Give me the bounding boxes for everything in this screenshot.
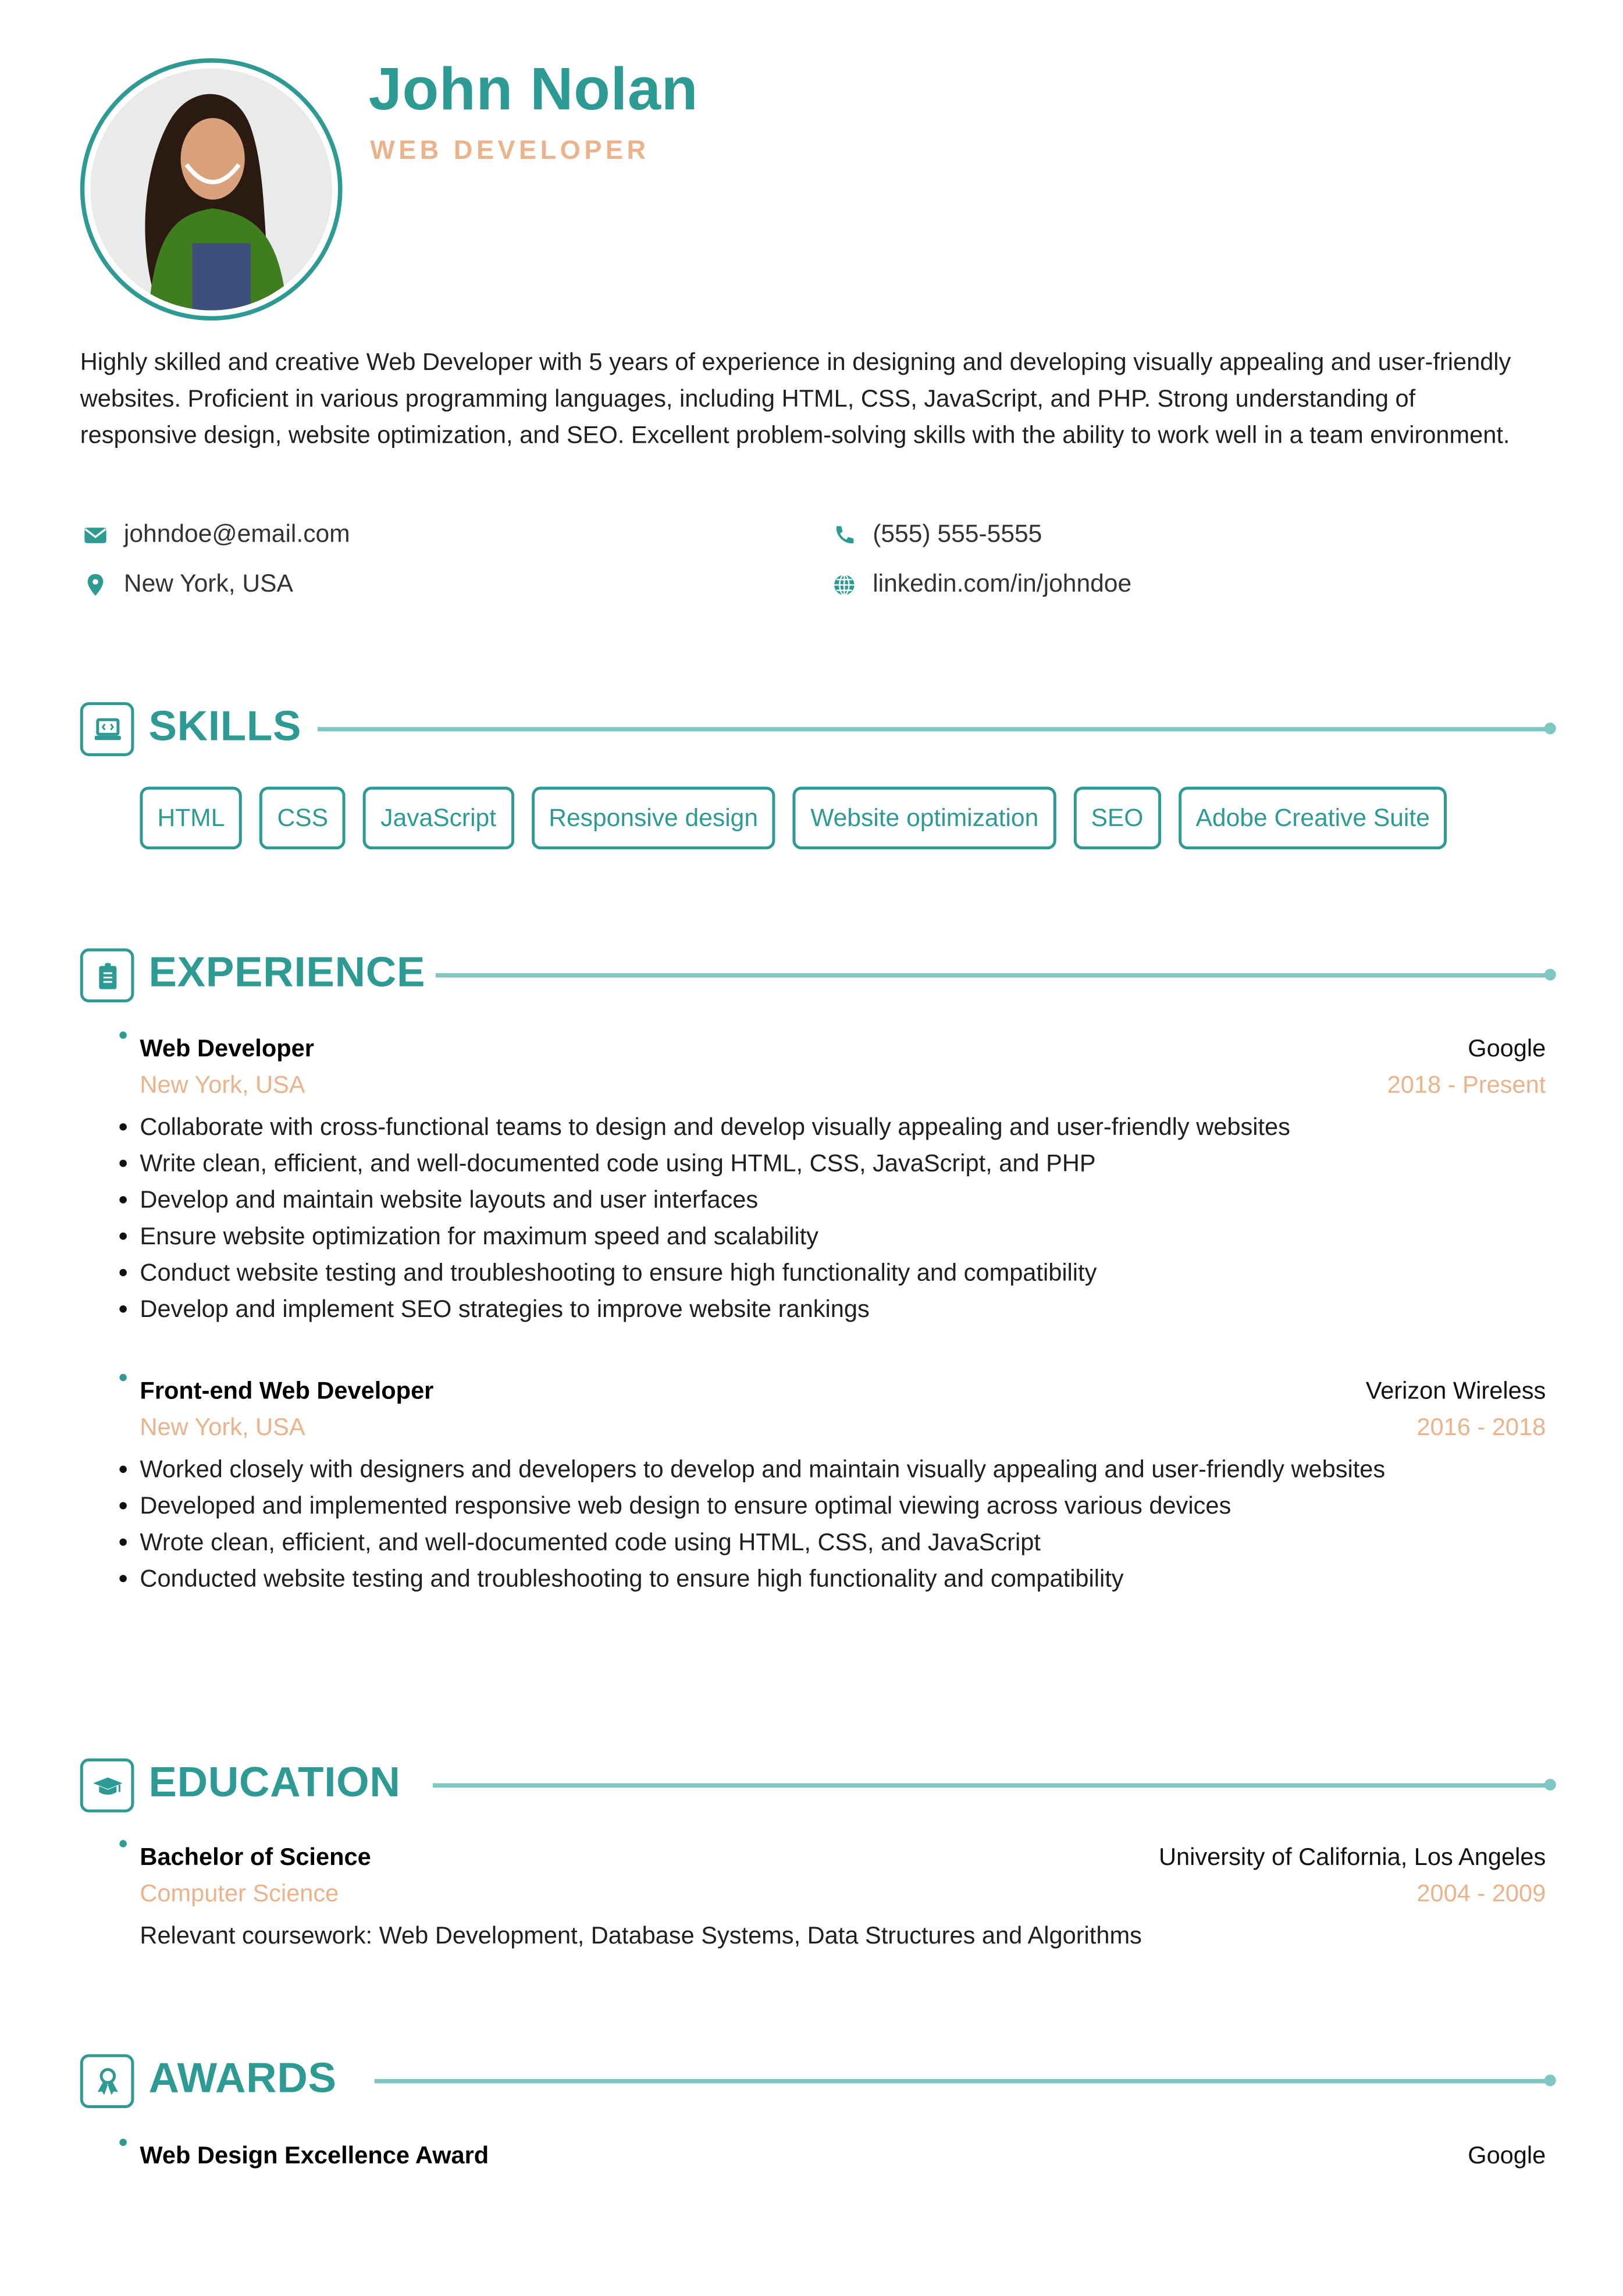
candidate-name: John Nolan	[368, 55, 699, 123]
skill-tag: JavaScript	[363, 786, 514, 849]
phone-icon	[832, 522, 857, 547]
degree: Bachelor of Science	[116, 1843, 371, 1872]
job-bullets	[116, 1451, 1465, 1596]
clipboard-icon	[80, 948, 134, 1002]
contact-location	[83, 569, 293, 599]
job-company: Google	[1468, 1034, 1546, 1062]
job-entry	[116, 1377, 1546, 1597]
skill-tag: Website optimization	[793, 786, 1056, 849]
location-text: New York, USA	[123, 569, 293, 597]
education-heading: EDUCATION	[148, 1760, 401, 1807]
job-entry	[116, 1034, 1546, 1327]
divider-dot	[1544, 1779, 1556, 1790]
section-divider	[318, 727, 1549, 732]
education-dates: 2004 - 2009	[1416, 1879, 1546, 1907]
bullet: Conduct website testing and troubleshooting to ensure high functionality and compatibility	[140, 1254, 1546, 1291]
bullet: Develop and maintain website layouts and user interfaces	[140, 1181, 1546, 1218]
section-divider	[433, 1784, 1549, 1788]
skill-tag: CSS	[260, 786, 346, 849]
skills-heading: SKILLS	[148, 703, 302, 750]
education-entry	[116, 1843, 1546, 1953]
coursework: Relevant coursework: Web Development, Database Systems, Data Structures and Algorithms	[140, 1921, 1142, 1950]
job-dates: 2016 - 2018	[1416, 1413, 1546, 1441]
map-pin-icon	[83, 572, 108, 597]
award-entry	[116, 2142, 1546, 2171]
award-title: Web Design Excellence Award	[116, 2142, 489, 2171]
graduation-cap-icon	[80, 1759, 134, 1813]
bullet: Write clean, efficient, and well-documented code using HTML, CSS, JavaScript, and PHP	[140, 1145, 1546, 1182]
award-ribbon-icon	[80, 2054, 134, 2108]
divider-dot	[1544, 2074, 1556, 2086]
job-bullets	[116, 1109, 1546, 1327]
bullet: Conducted website testing and troubleshooting to ensure high functionality and compatibility	[140, 1560, 1465, 1597]
job-title: Front-end Web Developer	[116, 1377, 433, 1406]
field-of-study: Computer Science	[140, 1879, 339, 1907]
laptop-code-icon	[80, 702, 134, 756]
contact-email[interactable]	[83, 520, 350, 549]
skills-list	[140, 786, 1447, 849]
job-role: WEB DEVELOPER	[370, 135, 650, 165]
experience-heading: EXPERIENCE	[148, 949, 426, 997]
job-company: Verizon Wireless	[1365, 1376, 1546, 1405]
summary: Highly skilled and creative Web Developer with 5 years of experience in designing and developing visually appealing and user-friendly websites. Proficient in various programming languages, including HTML, CSS, JavaScript, and PHP. Strong understanding of responsive design, website optimization, and SEO. Excellent problem-solving skills with the ability to work well in a team environment.	[80, 348, 1511, 449]
section-divider	[375, 2079, 1549, 2084]
email-text: johndoe@email.com	[123, 520, 350, 548]
skill-tag: SEO	[1073, 786, 1161, 849]
skill-tag: Adobe Creative Suite	[1178, 786, 1447, 849]
divider-dot	[1544, 722, 1556, 734]
bullet: Developed and implemented responsive web design to ensure optimal viewing across various devices	[140, 1487, 1465, 1524]
skill-tag: HTML	[140, 786, 242, 849]
phone-text: (555) 555-5555	[873, 520, 1042, 548]
contact-linkedin[interactable]	[832, 569, 1131, 599]
bullet: Collaborate with cross-functional teams to design and develop visually appealing and user-friendly websites	[140, 1109, 1546, 1145]
contact-phone[interactable]	[832, 520, 1042, 549]
award-issuer: Google	[1468, 2141, 1546, 2170]
bullet: Develop and implement SEO strategies to improve website rankings	[140, 1291, 1546, 1327]
skill-tag: Responsive design	[531, 786, 775, 849]
bullet: Worked closely with designers and developers to develop and maintain visually appealing and user-friendly websites	[140, 1451, 1465, 1487]
section-divider	[436, 973, 1549, 978]
job-dates: 2018 - Present	[1387, 1070, 1546, 1099]
envelope-icon	[83, 522, 108, 547]
globe-icon	[832, 572, 857, 597]
job-title: Web Developer	[116, 1034, 314, 1063]
profile-photo	[80, 58, 343, 321]
bullet: Wrote clean, efficient, and well-documented code using HTML, CSS, and JavaScript	[140, 1524, 1465, 1561]
bullet: Ensure website optimization for maximum speed and scalability	[140, 1218, 1546, 1255]
job-location: New York, USA	[140, 1070, 305, 1099]
school: University of California, Los Angeles	[1158, 1843, 1546, 1871]
job-location: New York, USA	[140, 1413, 305, 1441]
divider-dot	[1544, 969, 1556, 980]
awards-heading: AWARDS	[148, 2055, 337, 2102]
linkedin-text: linkedin.com/in/johndoe	[873, 569, 1132, 597]
